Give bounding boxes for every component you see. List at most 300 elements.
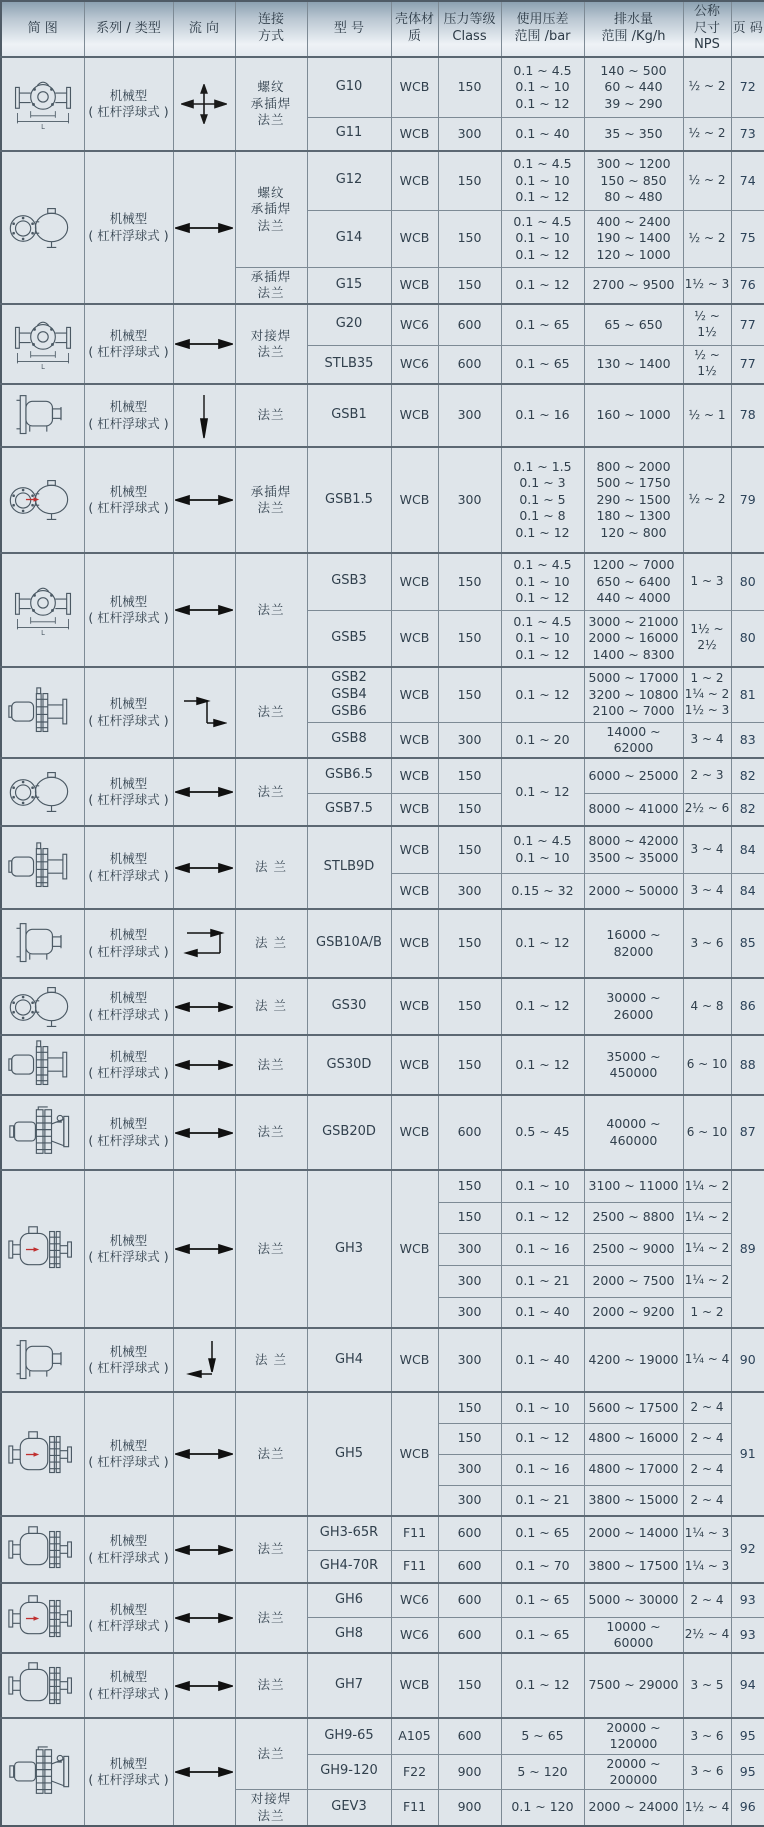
page-number: 72 [731,57,764,117]
pressure-class: 300 [438,1328,501,1392]
series-type-line: 机械型 [109,1048,148,1064]
pressure-class: 300 [438,1233,501,1265]
page-number: 81 [731,667,764,722]
page-number: 88 [731,1035,764,1095]
drainage-range: 35 ~ 350 [584,117,683,151]
pressure-class: 150 [438,826,501,873]
pressure-range: 0.1 ~ 70 [501,1550,584,1583]
schematic-diagram [1,447,84,553]
connection-method-line: 法兰 [257,217,285,233]
page-number: 85 [731,909,764,978]
pressure-range-line: 0.1 ~ 4.5 [513,213,572,229]
page-number: 83 [731,722,764,758]
model-number [307,667,391,722]
page-number: 79 [731,447,764,553]
pressure-class: 150 [438,267,501,304]
nominal-size-line: ½ ~ [694,308,720,323]
flow-direction [173,553,235,667]
nominal-size: 2 ~ 4 [683,1423,731,1454]
nominal-size-line: 1½ [697,364,717,379]
pressure-class: 300 [438,384,501,447]
nominal-size-line: 1½ [697,324,717,339]
pressure-class: 300 [438,722,501,758]
series-type [84,1170,173,1328]
page-number: 90 [731,1328,764,1392]
connection-method: 法 兰 [235,909,307,978]
drainage-range: 2000 ~ 7500 [584,1265,683,1297]
series-type [84,1516,173,1583]
column-header-label: 方式 [257,29,284,44]
nominal-size: 1¼ ~ 2 [683,1265,731,1297]
shell-material: WCB [391,267,438,304]
pressure-range [501,447,584,553]
shell-material: A105 [391,1718,438,1754]
flow-direction [173,667,235,758]
trap-wall-bracket-icon [7,389,79,442]
column-header-label: 连接 [257,12,284,28]
series-type [84,447,173,553]
page-number: 78 [731,384,764,447]
connection-method-line: 法兰 [257,500,285,515]
schematic-diagram [1,384,84,447]
drainage-range: 16000 ~ 82000 [584,909,683,978]
column-header-label: 公称 [693,3,720,19]
shell-material: WCB [391,667,438,722]
shell-material: WCB [391,1328,438,1392]
page-number: 93 [731,1583,764,1617]
pressure-range: 0.1 ~ 20 [501,722,584,758]
series-type [84,384,173,447]
nominal-size: 1¼ ~ 2 [683,1202,731,1233]
flow-direction [173,57,235,151]
model-number: GSB3 [307,553,391,610]
bidirectional-flow-icon [175,859,233,874]
shell-material: WCB [391,873,438,909]
drainage-range [584,553,683,610]
drainage-range: 2700 ~ 9500 [584,267,683,304]
pressure-range: 0.1 ~ 65 [501,304,584,345]
page-number: 89 [731,1170,764,1328]
pressure-range-line: 0.1 ~ 4.5 [513,557,572,572]
series-type-line: 机械型 [109,1755,148,1771]
nominal-size: 1¼ ~ 3 [683,1550,731,1583]
pressure-range [501,553,584,610]
series-type [84,57,173,151]
shell-material: F11 [391,1790,438,1827]
pressure-class: 150 [438,1392,501,1423]
flow-direction [173,1170,235,1328]
pressure-range-line: 0.1 ~ 4.5 [513,62,572,78]
pressure-class: 600 [438,1617,501,1653]
column-header-label: 排水量 [613,12,653,28]
drainage-range: 65 ~ 650 [584,304,683,345]
schematic-diagram [1,1653,84,1718]
flow-direction [173,151,235,304]
pressure-range [501,57,584,117]
connection-method: 法 兰 [235,826,307,909]
pressure-range-line: 0.1 ~ 10 [515,172,570,188]
page-number: 80 [731,553,764,610]
connection-method: 法兰 [235,667,307,758]
nominal-size: ½ ~ 2 [683,151,731,210]
drainage-range: 20000 ~ 200000 [584,1754,683,1790]
table-row [1,1516,764,1550]
page-number: 91 [731,1392,764,1516]
series-type [84,1035,173,1095]
nominal-size: 2 ~ 3 [683,758,731,793]
pressure-range: 0.1 ~ 65 [501,1583,584,1617]
svg-text:L: L [40,629,45,637]
shell-material: WCB [391,57,438,117]
model-number-line: GSB2 [331,670,367,686]
shell-material: WCB [391,1392,438,1516]
pressure-class: 300 [438,1485,501,1516]
page-number: 82 [731,793,764,826]
connection-method-line: 螺纹 [257,79,285,95]
pressure-range-line: 0.1 ~ 3 [519,475,566,491]
pressure-range-line: 0.1 ~ 12 [515,524,570,540]
drainage-range [584,826,683,873]
pressure-range-line: 0.1 ~ 5 [519,491,566,507]
series-type-line: ( 杠杆浮球式 ) [88,1454,169,1470]
nominal-size [683,610,731,667]
schematic-diagram [1,667,84,758]
series-type-line: ( 杠杆浮球式 ) [88,943,169,959]
model-number-line: GSB6 [331,704,367,720]
nominal-size: 1¼ ~ 2 [683,1233,731,1265]
schematic-diagram [1,1718,84,1826]
table-row [1,978,764,1035]
nominal-size-line: 1¼ ~ 2 [684,686,730,701]
series-type [84,1653,173,1718]
drainage-range-line: 120 ~ 1000 [596,246,671,262]
column-header-page-number [731,1,764,57]
drainage-range: 2000 ~ 9200 [584,1297,683,1328]
column-header-label: 流 向 [188,20,220,36]
column-header-label: NPS [694,37,720,53]
connection-method [235,1790,307,1827]
column-header-pressure-class [438,1,501,57]
pressure-range: 0.1 ~ 40 [501,117,584,151]
nominal-size-line: 1½ ~ [690,622,724,637]
schematic-diagram [1,1392,84,1516]
connection-method-line: 承插焊 [250,201,292,216]
series-type-line: 机械型 [109,483,148,499]
pressure-class: 600 [438,1550,501,1583]
bidirectional-flow-icon [175,219,233,234]
connection-method: 法兰 [235,553,307,667]
table-row [1,1328,764,1392]
table-row [1,384,764,447]
model-number: GH5 [307,1392,391,1516]
model-number-line: GSB4 [331,687,367,703]
pressure-class: 150 [438,1202,501,1233]
table-row [1,1718,764,1754]
series-type-line: ( 杠杆浮球式 ) [88,1549,169,1565]
bidirectional-flow-icon [175,1241,233,1256]
pressure-class: 150 [438,57,501,117]
drainage-range: 6000 ~ 25000 [584,758,683,793]
series-type-line: 机械型 [109,1533,148,1549]
flow-direction [173,1392,235,1516]
pressure-class: 600 [438,304,501,345]
trap-wall-bracket-icon [7,1334,79,1387]
table-row [1,1583,764,1617]
trap-side-float-icon [7,980,79,1033]
connection-method: 法兰 [235,1170,307,1328]
pressure-range: 0.1 ~ 12 [501,667,584,722]
nominal-size: ½ ~ 2 [683,117,731,151]
model-number: GH3-65R [307,1516,391,1550]
schematic-diagram [1,304,84,384]
trap-gh-side-red-icon [7,1592,79,1645]
pressure-range: 5 ~ 120 [501,1754,584,1790]
svg-text:L: L [40,363,45,371]
drainage-range [584,57,683,117]
shell-material: WC6 [391,1617,438,1653]
series-type [84,151,173,304]
nominal-size: 6 ~ 10 [683,1095,731,1170]
drainage-range-line: 39 ~ 290 [604,95,663,111]
drainage-range-line: 190 ~ 1400 [596,230,671,246]
model-number: GSB5 [307,610,391,667]
shell-material: WC6 [391,304,438,345]
table-row [1,1170,764,1202]
model-number: GS30 [307,978,391,1035]
pressure-range: 0.1 ~ 65 [501,1516,584,1550]
drainage-range: 2000 ~ 14000 [584,1516,683,1550]
drainage-range: 4800 ~ 16000 [584,1423,683,1454]
drainage-range-line: 120 ~ 800 [600,524,667,540]
page-number: 80 [731,610,764,667]
column-header-label: 尺寸 [693,20,720,36]
trap-gh-side-icon [7,1523,79,1576]
column-header-pressure-range [501,1,584,57]
drainage-range: 2000 ~ 24000 [584,1790,683,1827]
model-number: GH4 [307,1328,391,1392]
pressure-class: 150 [438,610,501,667]
series-type-line: ( 杠杆浮球式 ) [88,1772,169,1788]
down-flow-icon [197,407,211,422]
page-number: 73 [731,117,764,151]
series-type-line: ( 杠杆浮球式 ) [88,227,169,243]
drainage-range: 35000 ~ 450000 [584,1035,683,1095]
pressure-class: 300 [438,1265,501,1297]
pressure-range-line: 0.1 ~ 12 [515,95,570,111]
connection-method: 法兰 [235,384,307,447]
drainage-range-line: 2100 ~ 7000 [592,703,675,718]
series-type-line: 机械型 [109,399,148,414]
connection-method-line: 承插焊 [250,268,292,284]
model-number: GSB1 [307,384,391,447]
page-number: 76 [731,267,764,304]
model-number: G12 [307,151,391,210]
pressure-range: 5 ~ 65 [501,1718,584,1754]
pressure-range: 0.1 ~ 12 [501,978,584,1035]
series-type [84,553,173,667]
flow-direction [173,1035,235,1095]
series-type-line: ( 杠杆浮球式 ) [88,344,169,359]
drainage-range: 4800 ~ 17000 [584,1454,683,1485]
page-number: 82 [731,758,764,793]
series-type [84,1095,173,1170]
column-header-label: 型 号 [333,20,365,36]
shell-material: WCB [391,793,438,826]
nominal-size: ½ ~ 1 [683,384,731,447]
model-number: STLB35 [307,345,391,384]
drainage-range-line: 300 ~ 1200 [596,156,671,171]
shell-material: F11 [391,1550,438,1583]
drainage-range: 2000 ~ 50000 [584,873,683,909]
column-header-drainage-range [584,1,683,57]
pressure-range [501,826,584,873]
nominal-size: ½ ~ 2 [683,57,731,117]
column-header-label: Class [452,29,487,44]
connection-method: 法兰 [235,1516,307,1583]
connection-method-line: 螺纹 [257,184,285,200]
pressure-range: 0.1 ~ 40 [501,1328,584,1392]
series-type-line: 机械型 [109,1343,148,1359]
connection-method: 法兰 [235,1392,307,1516]
flow-direction [173,1583,235,1653]
column-header-label: 质 [407,29,421,44]
flow-direction [173,447,235,553]
connection-method [235,447,307,553]
model-number: GS30D [307,1035,391,1095]
nominal-size: 3 ~ 4 [683,722,731,758]
page-number: 94 [731,1653,764,1718]
column-header-flow-direction [173,1,235,57]
shell-material: WCB [391,1170,438,1328]
drainage-range-line: 80 ~ 480 [604,189,663,204]
pressure-range-line: 0.1 ~ 4.5 [513,833,572,849]
series-type [84,1718,173,1826]
model-number: G11 [307,117,391,151]
model-number: G20 [307,304,391,345]
nominal-size: 2 ~ 4 [683,1583,731,1617]
drainage-range-line: 150 ~ 850 [600,172,667,188]
pressure-range-line: 0.1 ~ 4.5 [513,156,572,171]
drainage-range-line: 8000 ~ 42000 [588,833,679,849]
pressure-range: 0.1 ~ 12 [501,758,584,826]
pressure-range: 0.1 ~ 16 [501,1454,584,1485]
series-type-line: 机械型 [109,593,148,609]
pressure-class: 600 [438,1583,501,1617]
series-type-line: 机械型 [109,1116,148,1132]
connection-method-line: 对接焊 [250,1791,292,1807]
bidirectional-flow-icon [175,784,233,799]
shell-material: WCB [391,1095,438,1170]
table-row [1,553,764,610]
pressure-class: 150 [438,1170,501,1202]
trap-gh-side-red-icon [7,1428,79,1481]
model-number: GH8 [307,1617,391,1653]
pressure-class: 150 [438,758,501,793]
drainage-range [584,151,683,210]
drainage-range-line: 3500 ~ 35000 [588,849,679,865]
model-number: G14 [307,210,391,267]
schematic-diagram [1,1516,84,1583]
page-number: 92 [731,1516,764,1583]
pressure-class: 150 [438,1653,501,1718]
drainage-range: 4200 ~ 19000 [584,1328,683,1392]
model-number: GH3 [307,1170,391,1328]
pressure-class: 150 [438,978,501,1035]
series-type-line: 机械型 [109,1601,148,1617]
nominal-size-line: 1½ ~ 3 [684,702,730,717]
connection-method: 法兰 [235,1583,307,1653]
flow-direction [173,909,235,978]
connection-method [235,304,307,384]
table-row [1,1653,764,1718]
page-number: 96 [731,1790,764,1827]
pressure-range-line: 0.1 ~ 12 [515,646,570,662]
drainage-range: 10000 ~ 60000 [584,1617,683,1653]
connection-method: 法兰 [235,1035,307,1095]
trap-front-view-icon [7,583,79,636]
column-header-label: 使用压差 [516,12,569,28]
series-type-line: 机械型 [109,1669,148,1685]
drainage-range-line: 650 ~ 6400 [596,573,671,589]
pressure-class: 150 [438,667,501,722]
flow-direction [173,978,235,1035]
pressure-class: 300 [438,873,501,909]
nominal-size-line: 1 ~ 2 [690,671,724,685]
drainage-range-line: 400 ~ 2400 [596,213,671,229]
column-header-nominal-size [683,1,731,57]
pressure-range-line: 0.1 ~ 8 [519,508,566,524]
drainage-range-line: 60 ~ 440 [604,79,663,94]
nominal-size: 1¼ ~ 2 [683,1170,731,1202]
pressure-range-line: 0.1 ~ 10 [515,79,570,94]
pressure-range: 0.1 ~ 12 [501,1202,584,1233]
series-type-line: ( 杠杆浮球式 ) [88,792,169,807]
drainage-range: 30000 ~ 26000 [584,978,683,1035]
connection-method [235,57,307,151]
series-type-line: 机械型 [109,990,148,1006]
shell-material: WCB [391,210,438,267]
connection-method [235,151,307,267]
drainage-range [584,667,683,722]
model-number: GSB1.5 [307,447,391,553]
schematic-diagram [1,151,84,304]
table-row [1,57,764,117]
bidirectional-flow-icon [175,1610,233,1625]
column-header-label: 压力等级 [443,12,496,28]
series-type [84,304,173,384]
table-row [1,909,764,978]
series-type [84,1583,173,1653]
table-body [1,57,764,1826]
pressure-class: 300 [438,1454,501,1485]
page-number: 75 [731,210,764,267]
page-number: 93 [731,1617,764,1653]
column-header-schematic-diagram [1,1,84,57]
connection-method: 法 兰 [235,978,307,1035]
model-number: GSB7.5 [307,793,391,826]
drainage-range-line: 1200 ~ 7000 [592,557,675,572]
page-number: 87 [731,1095,764,1170]
cross-flow-icon [181,96,227,111]
pressure-range: 0.1 ~ 12 [501,1423,584,1454]
nominal-size-line: 2½ [697,638,717,653]
pressure-class: 300 [438,1297,501,1328]
flow-direction [173,826,235,909]
schematic-diagram [1,1328,84,1392]
schematic-diagram [1,1583,84,1653]
nominal-size: 3 ~ 4 [683,826,731,873]
drainage-range-line: 5000 ~ 17000 [588,670,679,685]
